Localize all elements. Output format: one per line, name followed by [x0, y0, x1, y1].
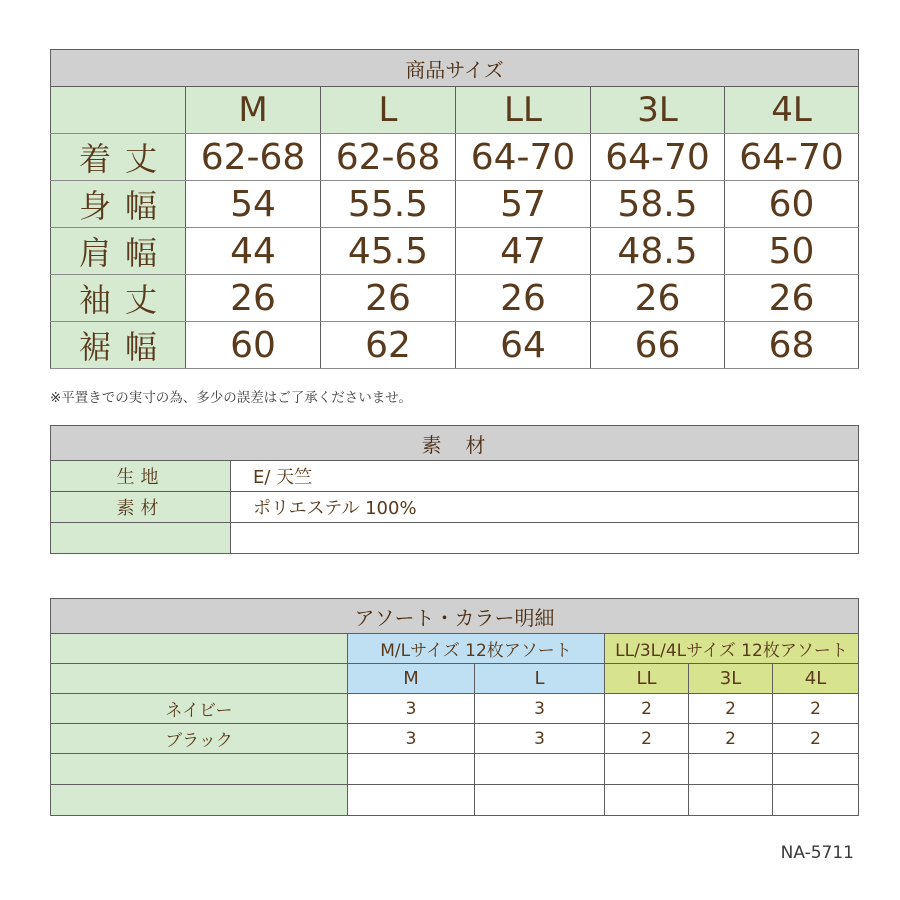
size-note: ※平置きでの実寸の為、多少の誤差はご了承くださいませ。: [50, 390, 412, 406]
assort-color-label: ブラック: [51, 724, 348, 754]
assort-color-label: [51, 754, 348, 785]
size-cell: 26: [186, 275, 321, 322]
size-cell: 62-68: [321, 134, 456, 181]
assort-cell: 2: [689, 694, 773, 724]
assort-color-label: [51, 785, 348, 816]
assort-size-4l: 4L: [773, 664, 859, 694]
size-row-hem: [51, 322, 859, 369]
size-cell: 48.5: [591, 228, 725, 275]
size-row-label: 裾幅: [51, 322, 186, 369]
size-cell: 55.5: [321, 181, 456, 228]
size-cell: 26: [591, 275, 725, 322]
size-cell: 60: [725, 181, 859, 228]
assort-size-m: M: [348, 664, 475, 694]
size-cell: 26: [456, 275, 591, 322]
size-header-m: M: [186, 87, 321, 134]
material-row-fabric: [51, 461, 859, 492]
material-row-value: [231, 523, 859, 554]
material-row-value: ポリエステル 100%: [231, 492, 859, 523]
assort-cell: [689, 754, 773, 785]
size-header-ll: LL: [456, 87, 591, 134]
assort-cell: [475, 754, 605, 785]
material-row-composition: [51, 492, 859, 523]
material-row-empty: [51, 523, 859, 554]
material-row-label: 素材: [51, 492, 231, 523]
assort-size-corner: [51, 664, 348, 694]
size-header-l: L: [321, 87, 456, 134]
size-row-length: [51, 134, 859, 181]
size-table: [50, 49, 859, 369]
size-cell: 66: [591, 322, 725, 369]
size-row-label: 肩幅: [51, 228, 186, 275]
assort-group-ll3l4l: LL/3L/4Lサイズ 12枚アソート: [605, 634, 859, 664]
assort-row-empty: [51, 785, 859, 816]
material-table-title: 素 材: [51, 426, 859, 461]
assort-cell: [773, 754, 859, 785]
assort-cell: 2: [605, 724, 689, 754]
size-cell: 47: [456, 228, 591, 275]
assort-cell: 2: [773, 694, 859, 724]
assort-table: [50, 598, 859, 816]
size-cell: 60: [186, 322, 321, 369]
size-header-corner: [51, 87, 186, 134]
material-row-value: E/ 天竺: [231, 461, 859, 492]
assort-cell: 3: [475, 694, 605, 724]
assort-cell: 3: [475, 724, 605, 754]
size-cell: 54: [186, 181, 321, 228]
size-cell: 62: [321, 322, 456, 369]
assort-row-navy: [51, 694, 859, 724]
material-table: [50, 425, 859, 554]
size-cell: 44: [186, 228, 321, 275]
assort-cell: [773, 785, 859, 816]
size-table-title: 商品サイズ: [51, 50, 859, 87]
size-cell: 64-70: [591, 134, 725, 181]
size-row-chest: [51, 181, 859, 228]
size-cell: 50: [725, 228, 859, 275]
assort-cell: 3: [348, 724, 475, 754]
assort-cell: [348, 754, 475, 785]
size-row-shoulder: [51, 228, 859, 275]
size-cell: 62-68: [186, 134, 321, 181]
assort-size-ll: LL: [605, 664, 689, 694]
assort-cell: 2: [605, 694, 689, 724]
assort-group-ml: M/Lサイズ 12枚アソート: [348, 634, 605, 664]
assort-size-l: L: [475, 664, 605, 694]
assort-cell: [348, 785, 475, 816]
size-row-label: 着丈: [51, 134, 186, 181]
material-row-label: [51, 523, 231, 554]
size-row-label: 身幅: [51, 181, 186, 228]
assort-table-title: アソート・カラー明細: [51, 599, 859, 634]
size-cell: 45.5: [321, 228, 456, 275]
size-cell: 68: [725, 322, 859, 369]
size-cell: 64-70: [456, 134, 591, 181]
size-cell: 64-70: [725, 134, 859, 181]
assort-cell: [605, 754, 689, 785]
size-cell: 26: [725, 275, 859, 322]
product-code: NA-5711: [780, 843, 854, 863]
assort-cell: 2: [689, 724, 773, 754]
size-row-sleeve: [51, 275, 859, 322]
assort-row-black: [51, 724, 859, 754]
size-cell: 58.5: [591, 181, 725, 228]
material-row-label: 生地: [51, 461, 231, 492]
assort-cell: 3: [348, 694, 475, 724]
assort-cell: [605, 785, 689, 816]
size-cell: 64: [456, 322, 591, 369]
size-header-4l: 4L: [725, 87, 859, 134]
size-header-3l: 3L: [591, 87, 725, 134]
assort-size-3l: 3L: [689, 664, 773, 694]
assort-cell: [689, 785, 773, 816]
assort-row-empty: [51, 754, 859, 785]
size-cell: 57: [456, 181, 591, 228]
assort-header-corner: [51, 634, 348, 664]
size-cell: 26: [321, 275, 456, 322]
assort-cell: 2: [773, 724, 859, 754]
size-row-label: 袖丈: [51, 275, 186, 322]
assort-color-label: ネイビー: [51, 694, 348, 724]
assort-cell: [475, 785, 605, 816]
